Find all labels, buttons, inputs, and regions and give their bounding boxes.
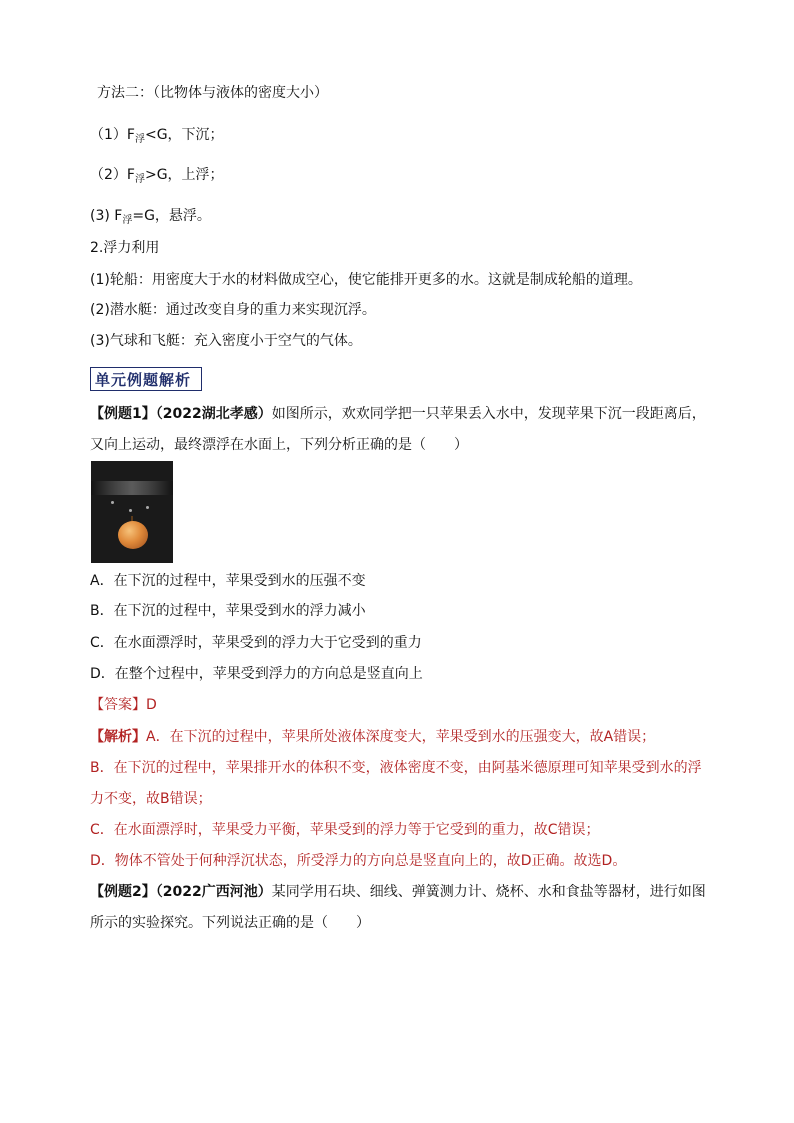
bubble — [129, 509, 132, 512]
example2-stem-text1: 某同学用石块、细线、弹簧测力计、烧杯、水和食盐等器材，进行如图 — [271, 884, 706, 900]
analysis-line1 — [90, 727, 655, 747]
analysis-line2: B．在下沉的过程中，苹果排开水的体积不变，液体密度不变，由阿基米德原理可知苹果受到水的浮 — [90, 760, 702, 776]
example2-stem-line1 — [90, 882, 706, 902]
condition-float-up — [90, 165, 224, 187]
analysis-line3: 力不变，故B错误； — [90, 791, 212, 807]
example1-option-d: D．在整个过程中，苹果受到浮力的方向总是竖直向上 — [90, 666, 423, 682]
condition-suspend — [90, 206, 211, 228]
condition-float-up-prefix: （2）F — [90, 167, 135, 183]
use-item-balloon: (3)气球和飞艇：充入密度小于空气的气体。 — [90, 333, 362, 349]
answer-value: D — [146, 697, 157, 713]
apple-in-water-photo — [91, 461, 173, 563]
example1-stem-text1: 如图所示，欢欢同学把一只苹果丢入水中，发现苹果下沉一段距离后， — [271, 406, 706, 422]
section-heading-text: 单元例题解析 — [95, 371, 192, 389]
condition-sink-suffix: <G，下沉； — [144, 127, 224, 143]
bubble — [146, 506, 149, 509]
condition-suspend-prefix: (3) F — [90, 208, 123, 224]
analysis-tag: 【解析】 — [90, 729, 146, 745]
condition-float-up-suffix: >G，上浮； — [144, 167, 224, 183]
example1-stem-line1 — [90, 404, 706, 424]
bubble — [111, 501, 114, 504]
analysis-line5: D．物体不管处于何种浮沉状态，所受浮力的方向总是竖直向上的，故D正确。故选D。 — [90, 853, 627, 869]
condition-float-up-sub: 浮 — [134, 174, 145, 185]
example1-tag: 【例题1】 — [90, 406, 156, 422]
example2-stem-line2: 所示的实验探究。下列说法正确的是（ ） — [90, 915, 370, 931]
use-title: 2.浮力利用 — [90, 240, 160, 256]
analysis-text1: A．在下沉的过程中，苹果所处液体深度变大，苹果受到水的压强变大，故A错误； — [146, 729, 656, 745]
condition-sink-prefix: （1）F — [90, 127, 135, 143]
example1-answer — [90, 695, 157, 715]
example1-option-a: A．在下沉的过程中，苹果受到水的压强不变 — [90, 573, 366, 589]
method2-title: 方法二：（比物体与液体的密度大小） — [97, 85, 328, 101]
condition-sink-sub: 浮 — [134, 134, 145, 145]
example1-stem-line2: 又向上运动，最终漂浮在水面上，下列分析正确的是（ ） — [90, 437, 468, 453]
use-item-ship: (1)轮船：用密度大于水的材料做成空心，使它能排开更多的水。这就是制成轮船的道理。 — [90, 272, 642, 288]
condition-suspend-sub: 浮 — [122, 215, 133, 226]
condition-suspend-suffix: =G，悬浮。 — [132, 208, 211, 224]
apple — [118, 521, 148, 549]
section-heading — [90, 367, 202, 391]
example1-option-b: B．在下沉的过程中，苹果受到水的浮力减小 — [90, 603, 366, 619]
condition-sink — [90, 125, 224, 147]
example2-tag: 【例题2】 — [90, 884, 156, 900]
analysis-line4: C．在水面漂浮时，苹果受力平衡，苹果受到的浮力等于它受到的重力，故C错误； — [90, 822, 600, 838]
example2-source: （2022广西河池） — [155, 884, 272, 900]
example1-option-c: C．在水面漂浮时，苹果受到的浮力大于它受到的重力 — [90, 635, 422, 651]
example1-source: （2022湖北孝感） — [155, 406, 272, 422]
use-item-submarine: (2)潜水艇：通过改变自身的重力来实现沉浮。 — [90, 302, 376, 318]
answer-tag: 【答案】 — [90, 697, 146, 713]
water-splash — [91, 481, 173, 495]
